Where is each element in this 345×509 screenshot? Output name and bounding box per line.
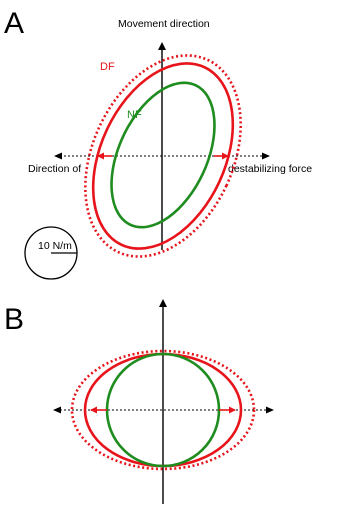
panel-a — [4, 7, 312, 282]
panel-a-label: A — [4, 7, 25, 40]
panel-b — [4, 301, 274, 504]
panel-b-x-axis-right-arrow — [266, 407, 274, 414]
panel-a-df-solid-ellipse — [65, 41, 260, 271]
panel-a-y-axis-label: Movement direction — [118, 18, 210, 30]
scale-label: 10 N/m — [38, 240, 72, 252]
panel-a-x-axis-label-right: destabilizing force — [228, 163, 313, 175]
panel-a-nf-ellipse — [91, 67, 236, 244]
panel-a-df-label: DF — [100, 61, 115, 73]
panel-a-nf-label: NF — [127, 109, 142, 121]
panel-b-x-axis-left-arrow — [53, 407, 61, 414]
panel-a-x-axis-right-arrow — [262, 153, 270, 160]
panel-b-label: B — [4, 303, 25, 336]
panel-a-x-axis-left-arrow — [54, 153, 62, 160]
panel-a-x-axis-label-left: Direction of — [28, 163, 82, 175]
